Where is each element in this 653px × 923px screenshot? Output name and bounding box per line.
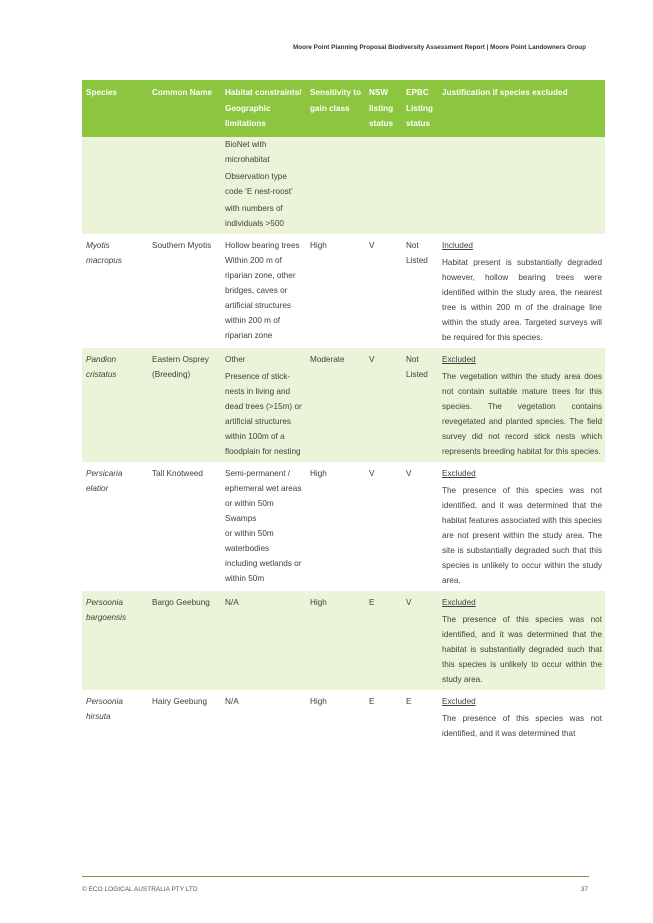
- common-name: Tall Knotweed: [152, 468, 203, 478]
- inclusion-status: Excluded: [442, 354, 476, 364]
- habitat-line: BioNet with microhabitat: [225, 139, 270, 164]
- habitat-line: Observation type code ‘E nest-roost’: [225, 171, 293, 196]
- inclusion-status: Excluded: [442, 696, 476, 706]
- nsw-status: V: [369, 468, 375, 478]
- habitat-line: Other: [225, 354, 246, 364]
- epbc-status: V: [406, 468, 412, 478]
- table-row: [82, 348, 605, 462]
- epbc-status: V: [402, 591, 438, 690]
- epbc-status: Not Listed: [402, 348, 438, 462]
- justification-text: Habitat present is substantially degraded however, hollow bearing trees were identified within the study area, the nearest tree is within 200 m of the drainage line within the study area. Targeted surveys will be required for this species.: [442, 257, 602, 342]
- habitat-line: N/A: [225, 696, 239, 706]
- habitat-line: including wetlands or within 50m: [225, 558, 302, 583]
- species-name: Myotis macropus: [86, 240, 122, 265]
- sensitivity: High: [310, 240, 327, 250]
- epbc-status: E: [406, 696, 412, 706]
- habitat-line: N/A: [225, 597, 239, 607]
- inclusion-status: Excluded: [442, 468, 476, 478]
- common-name: Eastern Osprey (Breeding): [148, 348, 221, 462]
- habitat-line: with numbers of individuals >500: [225, 203, 284, 228]
- col-sensitivity: Sensitivity to gain class: [306, 80, 365, 137]
- justification-text: The presence of this species was not identified, and it was determined that: [442, 713, 602, 738]
- inclusion-status: Included: [442, 240, 473, 250]
- table-row-continuation: [82, 137, 605, 234]
- habitat-line: Within 200 m of riparian zone, other: [225, 255, 296, 280]
- footer-divider: [82, 876, 589, 877]
- col-epbc-status: EPBC Listing status: [402, 80, 438, 137]
- species-name: Persoonia hirsuta: [86, 696, 123, 721]
- table-row: [82, 690, 605, 744]
- table-row: [82, 234, 605, 348]
- table-row: [82, 462, 605, 591]
- justification-text: The presence of this species was not identified, and it was determined that the habitat is substantially degraded such that this species is unlikely to occur within the study area.: [442, 614, 602, 684]
- table-header-row: [82, 80, 605, 137]
- col-common-name: Common Name: [148, 80, 221, 137]
- habitat-line: or within 50m waterbodies: [225, 528, 274, 553]
- common-name: Southern Myotis: [152, 240, 212, 250]
- sensitivity: High: [310, 696, 327, 706]
- col-species: Species: [82, 80, 148, 137]
- page-number: 37: [580, 886, 588, 893]
- page-header: Moore Point Planning Proposal Biodiversity Assessment Report | Moore Point Landowners Group: [293, 44, 586, 51]
- habitat-line: or within 50m Swamps: [225, 498, 274, 523]
- habitat-line: Presence of stick-nests in living and dead trees (>15m) or artificial structures within 100m of a floodplain for nesting: [225, 371, 302, 456]
- common-name: Hairy Geebung: [152, 696, 208, 706]
- common-name: Bargo Geebung: [148, 591, 221, 690]
- col-habitat: Habitat constraints/ Geographic limitations: [221, 80, 306, 137]
- habitat-line: Semi-permanent / ephemeral wet areas: [225, 468, 302, 493]
- habitat-line: Hollow bearing trees: [225, 240, 300, 250]
- nsw-status: E: [365, 591, 402, 690]
- footer-company: © ECO LOGICAL AUSTRALIA PTY LTD: [82, 886, 198, 893]
- nsw-status: V: [369, 240, 375, 250]
- epbc-status: Not Listed: [406, 240, 428, 265]
- col-justification: Justification if species excluded: [438, 80, 605, 137]
- species-name: Pandion cristatus: [82, 348, 148, 462]
- species-name: Persicaria elatior: [86, 468, 123, 493]
- sensitivity: Moderate: [306, 348, 365, 462]
- sensitivity: High: [306, 591, 365, 690]
- nsw-status: V: [365, 348, 402, 462]
- table-row: [82, 591, 605, 690]
- inclusion-status: Excluded: [442, 597, 476, 607]
- justification-text: The presence of this species was not identified, and it was determined that the habitat features associated with this species are not present within the study area. The site is substantially degraded such that this species is unlikely to occur within the study area.: [442, 485, 602, 585]
- sensitivity: High: [310, 468, 327, 478]
- habitat-line: bridges, caves or artificial structures within 200 m of riparian zone: [225, 285, 291, 340]
- species-table: [82, 80, 605, 744]
- nsw-status: E: [369, 696, 375, 706]
- species-name: Persoonia bargoensis: [82, 591, 148, 690]
- col-nsw-status: NSW listing status: [365, 80, 402, 137]
- justification-text: The vegetation within the study area does not contain suitable mature trees for this species. The vegetation contains revegetated and planted species. The field survey did not record stick nests which represents breeding habitat for this species.: [442, 371, 602, 456]
